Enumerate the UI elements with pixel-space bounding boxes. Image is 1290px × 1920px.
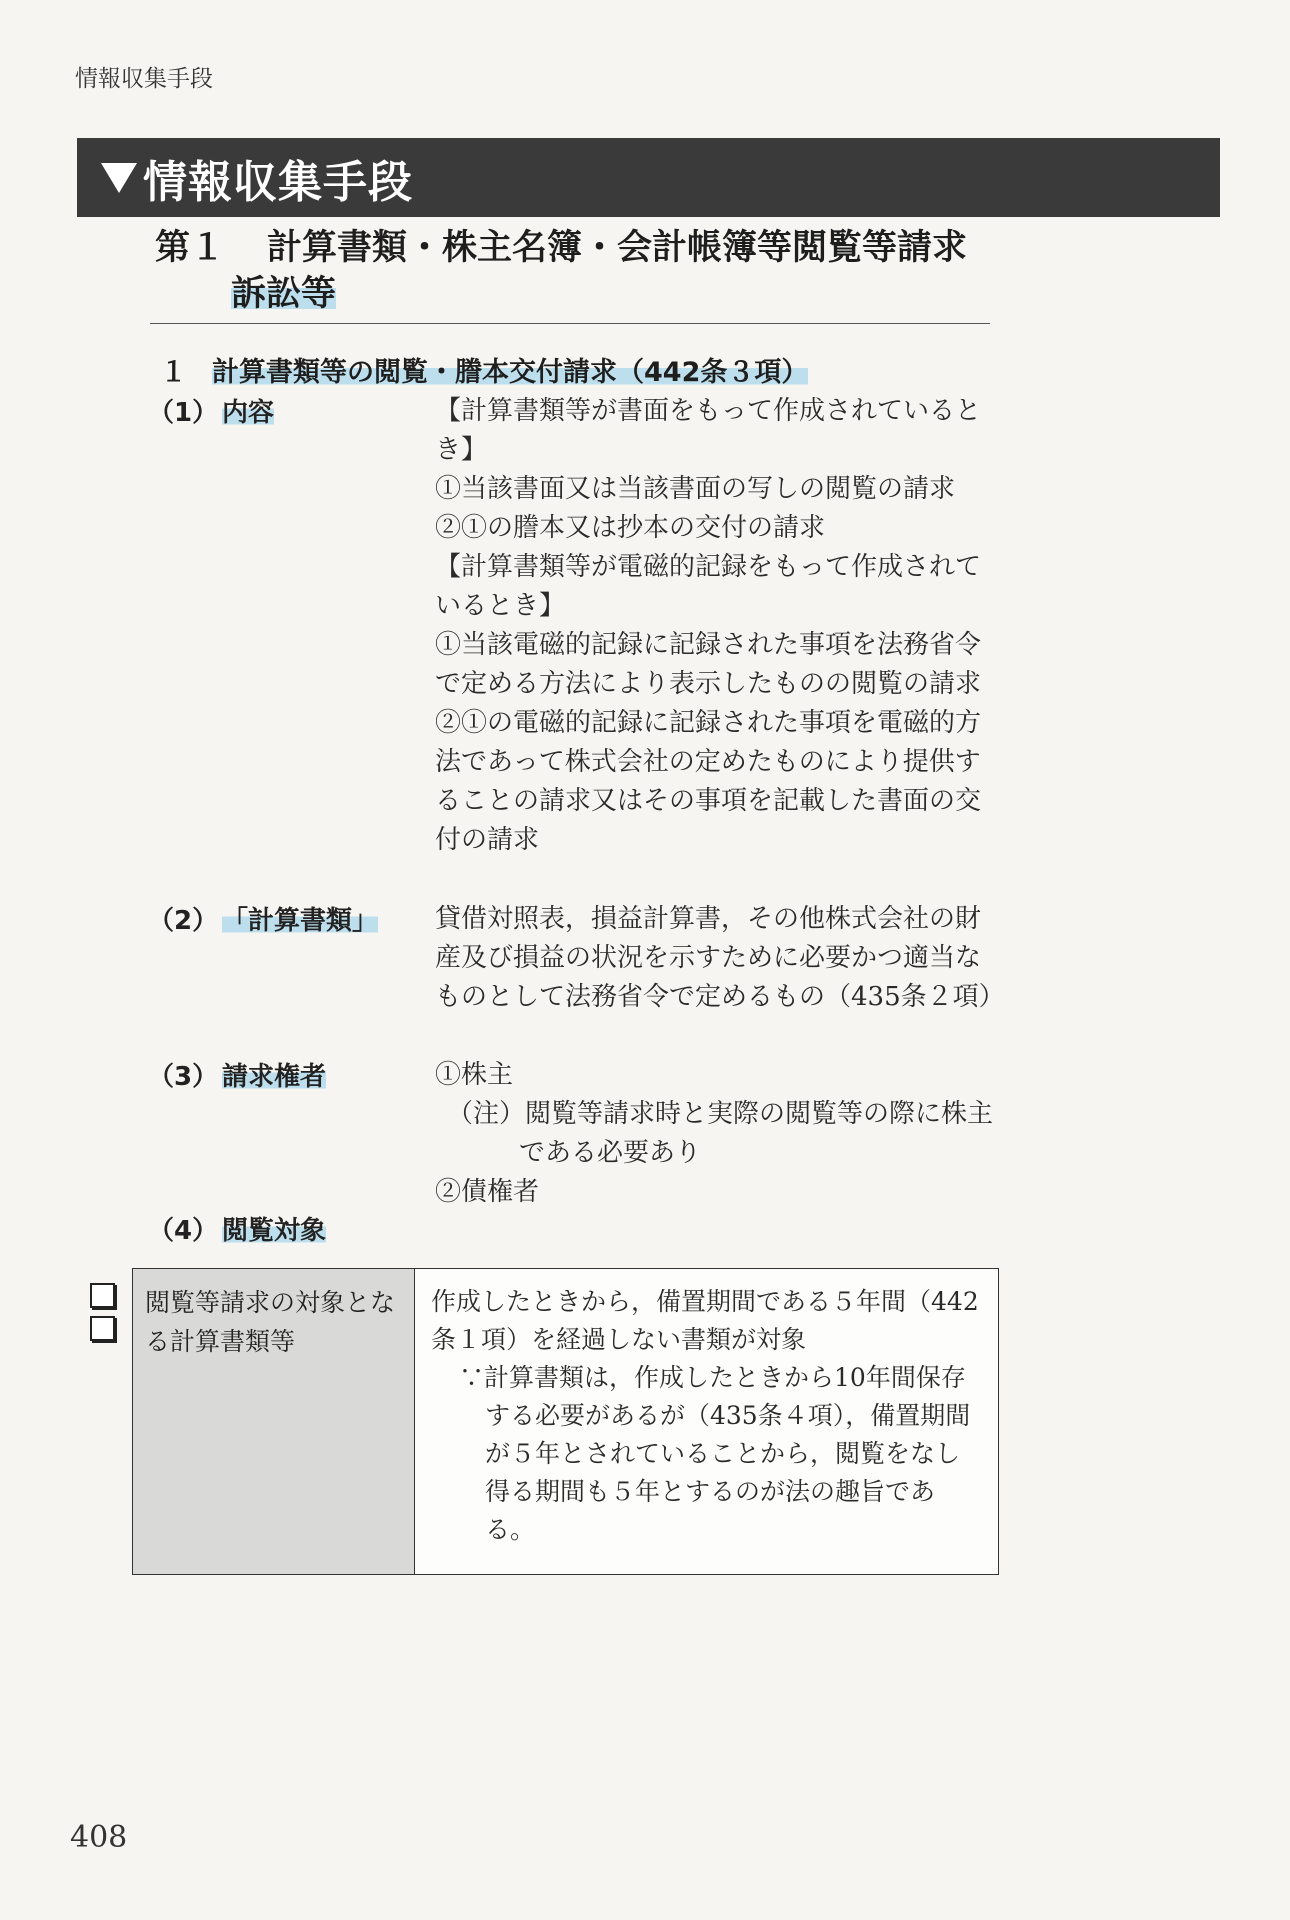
note-table-reason: ∵計算書類は，作成したときから10年間保存する必要があるが（435条４項），備置期間が５年とされていることから，閲覧をなし得る期間も５年とするのが法の趣旨である。 [459,1363,971,1544]
checkbox-icon[interactable] [90,1283,115,1308]
checkbox-icon[interactable] [90,1316,115,1341]
item-number: （4） [148,1216,219,1246]
body-line: ①当該電磁的記録に記録された事項を法務省令で定める方法により表示したものの閲覧の請求 [435,630,982,699]
item-label [148,1056,326,1093]
note-table-label: 閲覧等請求の対象となる計算書類等 [133,1269,415,1574]
section-title: 計算書類等の閲覧・謄本交付請求（442条３項） [212,357,809,388]
item-number: （1） [148,398,219,428]
chapter-divider [150,323,990,324]
body-line: ②債権者 [435,1177,540,1207]
body-line: ②①の電磁的記録に記録された事項を電磁的方法であって株式会社の定めたものにより提供することの請求又はその事項を記載した書面の交付の請求 [435,708,982,855]
section-heading [160,350,808,389]
body-line: 【計算書類等が電磁的記録をもって作成されているとき】 [435,552,982,621]
note-text: （注）閲覧等請求時と実際の閲覧等の際に株主である必要あり [447,1099,994,1168]
body-line: ①当該書面又は当該書面の写しの閲覧の請求②①の謄本又は抄本の交付の請求 [435,474,956,543]
item-number: （2） [148,906,219,936]
item-label [148,900,378,937]
body-line: ①株主 [435,1060,514,1090]
chapter-number: 第１ [155,228,226,268]
banner-title: 情報収集手段 [143,156,413,208]
item-number: （3） [148,1062,219,1092]
note-table-main: 作成したときから，備置期間である５年間（442条１項）を経過しない書類が対象 [431,1287,979,1354]
item-title: 閲覧対象 [222,1216,327,1246]
item-title: 「計算書類」 [222,906,379,936]
triangle-down-icon [101,163,137,193]
item-title: 請求権者 [222,1062,327,1092]
item-title: 内容 [222,398,275,428]
item-label [148,1210,326,1247]
chapter-title-line1: 計算書類・株主名簿・会計帳簿等閲覧等請求 [267,228,968,268]
running-header: 情報収集手段 [75,66,213,92]
body-text: 貸借対照表，損益計算書，その他株式会社の財産及び損益の状況を示すために必要かつ適当なものとして法務省令で定めるもの（435条２項） [435,904,1005,1012]
item-body [435,900,1005,1017]
section-banner [77,138,1220,217]
item-body [435,392,995,860]
note-table [132,1268,999,1575]
item-body [435,1056,995,1212]
chapter-heading [155,225,995,317]
chapter-title-line2: 訴訟等 [231,274,337,314]
page-number: 408 [70,1820,128,1855]
item-label [148,392,274,429]
body-line: 【計算書類等が書面をもって作成されているとき】 [435,396,982,465]
section-number: １ [160,357,187,388]
note-table-body [415,1269,998,1574]
